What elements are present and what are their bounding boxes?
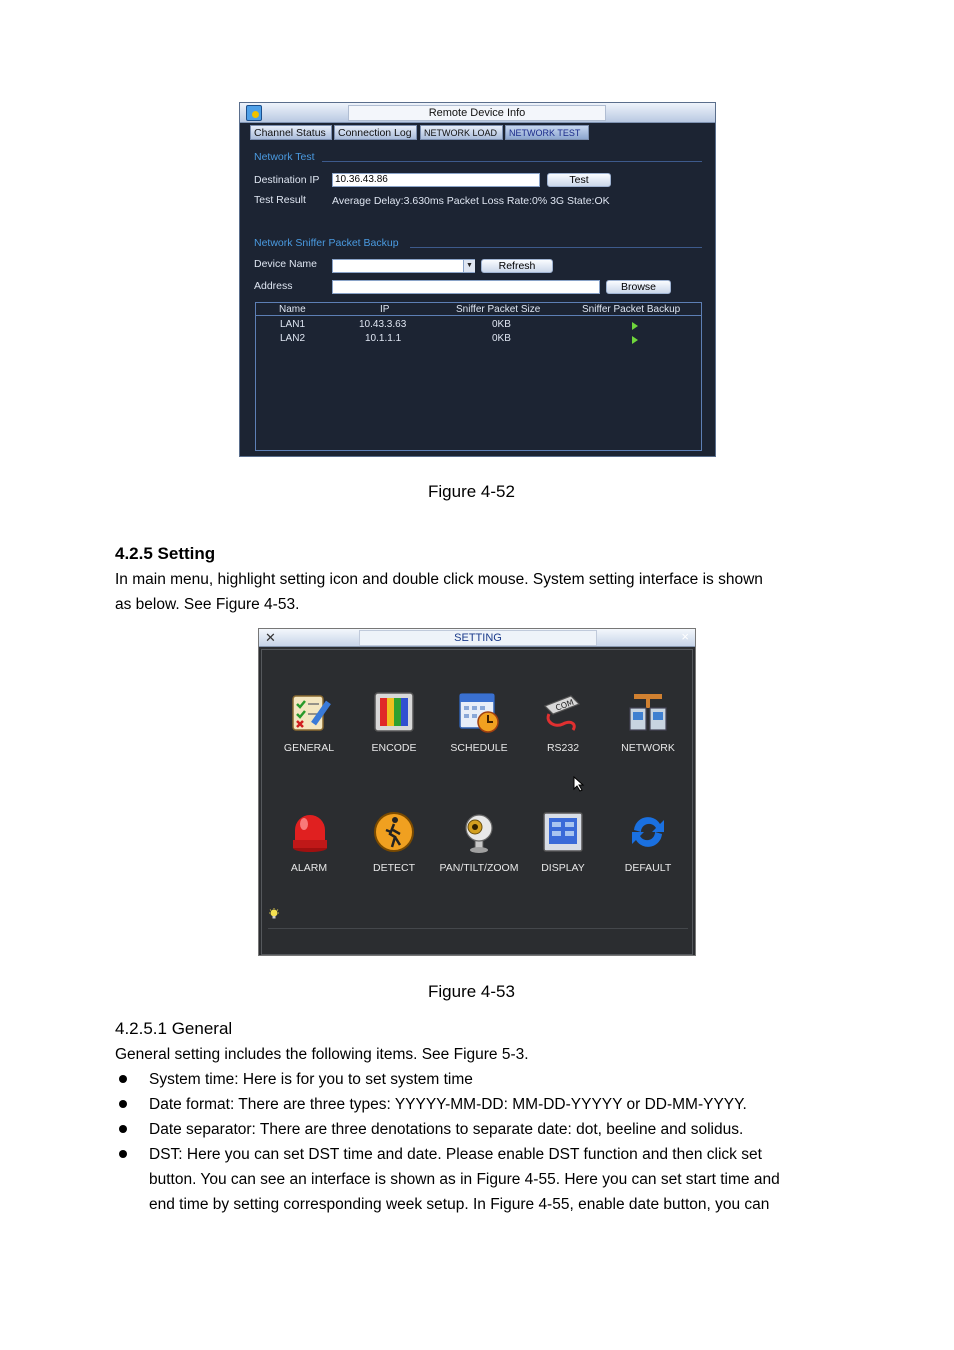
table-cell-ip: 10.1.1.1 bbox=[365, 333, 402, 344]
table-cell-size: 0KB bbox=[492, 333, 511, 344]
list-item: DST: Here you can set DST time and date. Please enable DST function and then click set bbox=[149, 1146, 762, 1163]
window-title: SETTING bbox=[359, 630, 597, 646]
bullet-icon bbox=[119, 1150, 127, 1158]
menu-item-display[interactable] bbox=[518, 810, 608, 890]
remote-device-info-window bbox=[239, 102, 716, 457]
menu-item-label: GENERAL bbox=[283, 742, 335, 754]
tab-connection-log[interactable]: Connection Log bbox=[334, 125, 417, 140]
menu-item-label: PAN/TILT/ZOOM bbox=[439, 862, 519, 874]
title-bar bbox=[240, 103, 715, 123]
network-test-title: Network Test bbox=[254, 151, 315, 163]
paragraph-line: General setting includes the following items. See Figure 5-3. bbox=[115, 1046, 529, 1063]
menu-item-pan-tilt-zoom[interactable] bbox=[434, 810, 524, 890]
menu-item-label: DISPLAY bbox=[541, 862, 585, 874]
window-title: Remote Device Info bbox=[348, 105, 606, 121]
menu-item-general[interactable] bbox=[264, 690, 354, 770]
menu-item-label: DEFAULT bbox=[624, 862, 672, 874]
ptz-camera-icon bbox=[457, 810, 501, 854]
menu-item-rs232[interactable] bbox=[518, 690, 608, 770]
table-cell-size: 0KB bbox=[492, 319, 511, 330]
test-button[interactable]: Test bbox=[547, 173, 611, 187]
status-divider bbox=[268, 928, 688, 929]
lightbulb-icon bbox=[268, 908, 280, 920]
encode-icon bbox=[372, 690, 416, 734]
detect-icon bbox=[372, 810, 416, 854]
tab-network-load[interactable]: NETWORK LOAD bbox=[420, 125, 503, 140]
column-header-size: Sniffer Packet Size bbox=[456, 304, 541, 315]
list-item-continuation: end time by setting corresponding week setup. In Figure 4-55, enable date button, you can bbox=[149, 1196, 770, 1213]
column-header-name: Name bbox=[279, 304, 306, 315]
section-divider bbox=[410, 247, 702, 248]
table-cell-name: LAN1 bbox=[280, 319, 306, 330]
header-divider bbox=[256, 315, 701, 316]
display-icon bbox=[541, 810, 585, 854]
sniffer-table bbox=[255, 302, 702, 451]
column-header-ip: IP bbox=[380, 304, 390, 315]
table-cell-name: LAN2 bbox=[280, 333, 306, 344]
setting-menu-panel bbox=[261, 649, 693, 955]
list-item: Date format: There are three types: YYYYY-MM-DD: MM-DD-YYYYY or DD-MM-YYYY. bbox=[149, 1096, 747, 1113]
menu-item-label: ALARM bbox=[290, 862, 328, 874]
general-icon bbox=[288, 690, 332, 734]
menu-item-schedule[interactable] bbox=[434, 690, 524, 770]
refresh-button[interactable]: Refresh bbox=[481, 259, 553, 273]
device-name-select[interactable] bbox=[332, 259, 475, 273]
device-name-label: Device Name bbox=[254, 258, 318, 270]
tab-network-test[interactable]: NETWORK TEST bbox=[505, 125, 589, 140]
destination-ip-input[interactable]: 10.36.43.86 bbox=[332, 173, 540, 187]
setting-window bbox=[258, 628, 696, 956]
address-label: Address bbox=[254, 280, 293, 292]
column-header-backup: Sniffer Packet Backup bbox=[582, 304, 681, 315]
play-icon[interactable] bbox=[632, 336, 638, 344]
chevron-down-icon[interactable]: ▼ bbox=[463, 260, 475, 272]
alarm-icon bbox=[288, 810, 332, 854]
section-divider bbox=[322, 161, 702, 162]
bullet-icon bbox=[119, 1075, 127, 1083]
menu-item-detect[interactable] bbox=[349, 810, 439, 890]
menu-item-alarm[interactable] bbox=[264, 810, 354, 890]
paragraph-line: as below. See Figure 4-53. bbox=[115, 596, 300, 613]
figure-caption: Figure 4-53 bbox=[428, 982, 515, 1001]
bullet-icon bbox=[119, 1100, 127, 1108]
address-input[interactable] bbox=[332, 280, 600, 294]
bullet-icon bbox=[119, 1125, 127, 1133]
paragraph-line: In main menu, highlight setting icon and double click mouse. System setting interface is shown bbox=[115, 571, 763, 588]
menu-item-encode[interactable] bbox=[349, 690, 439, 770]
svg-text:COM: COM bbox=[554, 697, 576, 713]
sniffer-backup-title: Network Sniffer Packet Backup bbox=[254, 237, 399, 249]
tools-icon: ✕ bbox=[265, 630, 276, 645]
list-item: System time: Here is for you to set system time bbox=[149, 1071, 473, 1088]
network-icon bbox=[626, 690, 670, 734]
menu-item-label: ENCODE bbox=[371, 742, 417, 754]
tab-channel-status[interactable]: Channel Status bbox=[250, 125, 332, 140]
browse-button[interactable]: Browse bbox=[606, 280, 671, 294]
section-heading: 4.2.5 Setting bbox=[115, 544, 216, 563]
rs232-icon bbox=[541, 690, 585, 734]
refresh-icon bbox=[626, 810, 670, 854]
menu-item-label: SCHEDULE bbox=[450, 742, 508, 754]
list-item: Date separator: There are three denotations to separate date: dot, beeline and solidus. bbox=[149, 1121, 744, 1138]
device-info-icon bbox=[246, 105, 262, 121]
table-cell-ip: 10.43.3.63 bbox=[359, 319, 407, 330]
play-icon[interactable] bbox=[632, 322, 638, 330]
close-icon[interactable]: × bbox=[681, 629, 689, 644]
menu-item-label: NETWORK bbox=[621, 742, 675, 754]
menu-item-default[interactable] bbox=[603, 810, 693, 890]
menu-item-label: RS232 bbox=[546, 742, 580, 754]
schedule-icon bbox=[457, 690, 501, 734]
destination-ip-label: Destination IP bbox=[254, 174, 320, 186]
title-bar bbox=[259, 629, 695, 647]
test-result-value: Average Delay:3.630ms Packet Loss Rate:0% 3G State:OK bbox=[332, 195, 610, 207]
test-result-label: Test Result bbox=[254, 194, 306, 206]
list-item-continuation: button. You can see an interface is shown as in Figure 4-55. Here you can set start time and bbox=[149, 1171, 780, 1188]
menu-item-label: DETECT bbox=[373, 862, 415, 874]
menu-item-network[interactable] bbox=[603, 690, 693, 770]
figure-caption: Figure 4-52 bbox=[428, 482, 515, 501]
mouse-cursor-icon bbox=[573, 776, 585, 792]
subsection-heading: 4.2.5.1 General bbox=[115, 1019, 233, 1038]
